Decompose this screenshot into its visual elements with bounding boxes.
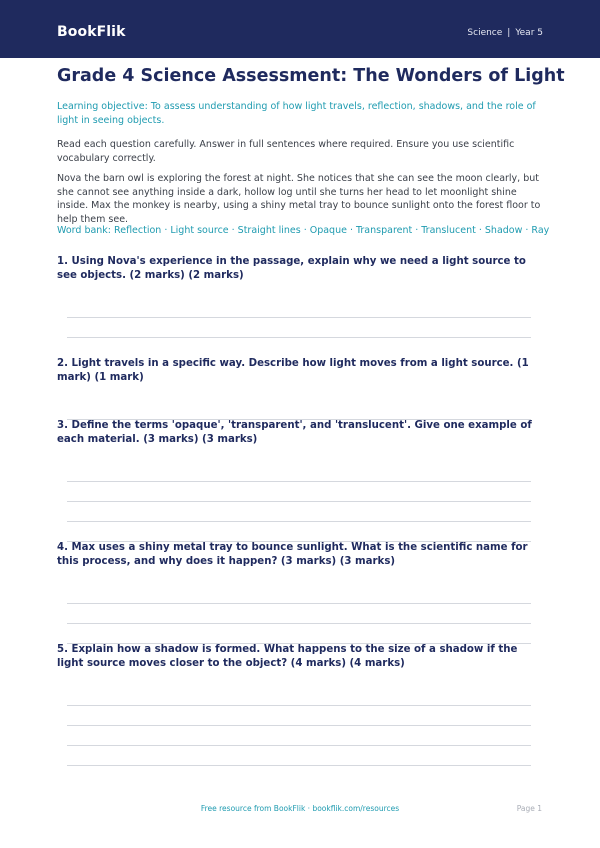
word-bank [57, 225, 550, 236]
answer-line[interactable] [67, 725, 531, 726]
breadcrumb-year: Year 5 [515, 28, 543, 38]
word-bank-item: Transparent [355, 225, 413, 236]
word-bank-item: Straight lines [237, 225, 301, 236]
question-4: 4. Max uses a shiny metal tray to bounce sunlight. What is the scientific name for this process, and why does it happen? (3 marks) (3 marks) [57, 542, 528, 567]
footer-credit[interactable]: Free resource from BookFlik · bookflik.com/resources [200, 804, 400, 813]
word-bank-separator: · [231, 225, 235, 236]
word-bank-item: Light source [170, 225, 229, 236]
word-bank-separator: · [164, 225, 168, 236]
word-bank-separator: · [415, 225, 419, 236]
brand-logo[interactable]: BookFlik [57, 24, 126, 40]
answer-line[interactable] [67, 501, 531, 502]
instructions: Read each question carefully. Answer in full sentences where required. Ensure you use scientific vocabulary correctly. [57, 139, 515, 164]
word-bank-item: Translucent [421, 225, 476, 236]
word-bank-separator: · [349, 225, 353, 236]
word-bank-item: Opaque [309, 225, 347, 236]
word-bank-separator: · [478, 225, 482, 236]
answer-line[interactable] [67, 705, 531, 706]
breadcrumb-separator: | [507, 28, 511, 38]
question-1: 1. Using Nova's experience in the passage, explain why we need a light source to see objects. (2 marks) (2 marks) [57, 256, 526, 281]
answer-line[interactable] [67, 765, 531, 766]
word-bank-item: Reflection [114, 225, 162, 236]
page-title: Grade 4 Science Assessment: The Wonders of Light [57, 66, 565, 86]
word-bank-separator: · [303, 225, 307, 236]
question-2: 2. Light travels in a specific way. Describe how light moves from a light source. (1 mark) (1 mark) [57, 358, 529, 383]
breadcrumb-subject: Science [467, 28, 503, 38]
answer-line[interactable] [67, 603, 531, 604]
reading-passage: Nova the barn owl is exploring the forest at night. She notices that she can see the moon clearly, but she cannot see anything inside a dark, hollow log until she turns her head to let moonlight shine inside. Max the monkey is nearby, using a shiny metal tray to bounce sunlight onto the forest floor to help them see. [57, 173, 541, 225]
word-bank-label: Word bank: [57, 225, 112, 236]
learning-objective: Learning objective: To assess understanding of how light travels, reflection, shadows, and the role of light in seeing objects. [57, 101, 536, 126]
answer-line[interactable] [67, 623, 531, 624]
question-5: 5. Explain how a shadow is formed. What happens to the size of a shadow if the light source moves closer to the object? (4 marks) (4 marks) [57, 644, 518, 669]
word-bank-item: Ray [531, 225, 550, 236]
header-bar [0, 0, 600, 58]
word-bank-separator: · [525, 225, 529, 236]
word-bank-item: Shadow [484, 225, 523, 236]
answer-line[interactable] [67, 481, 531, 482]
answer-line[interactable] [67, 317, 531, 318]
answer-line[interactable] [67, 337, 531, 338]
page-number: Page 1 [516, 804, 542, 813]
question-3: 3. Define the terms 'opaque', 'transparent', and 'translucent'. Give one example of each material. (3 marks) (3 marks) [57, 420, 532, 445]
answer-line[interactable] [67, 521, 531, 522]
breadcrumb [467, 28, 543, 38]
answer-line[interactable] [67, 745, 531, 746]
